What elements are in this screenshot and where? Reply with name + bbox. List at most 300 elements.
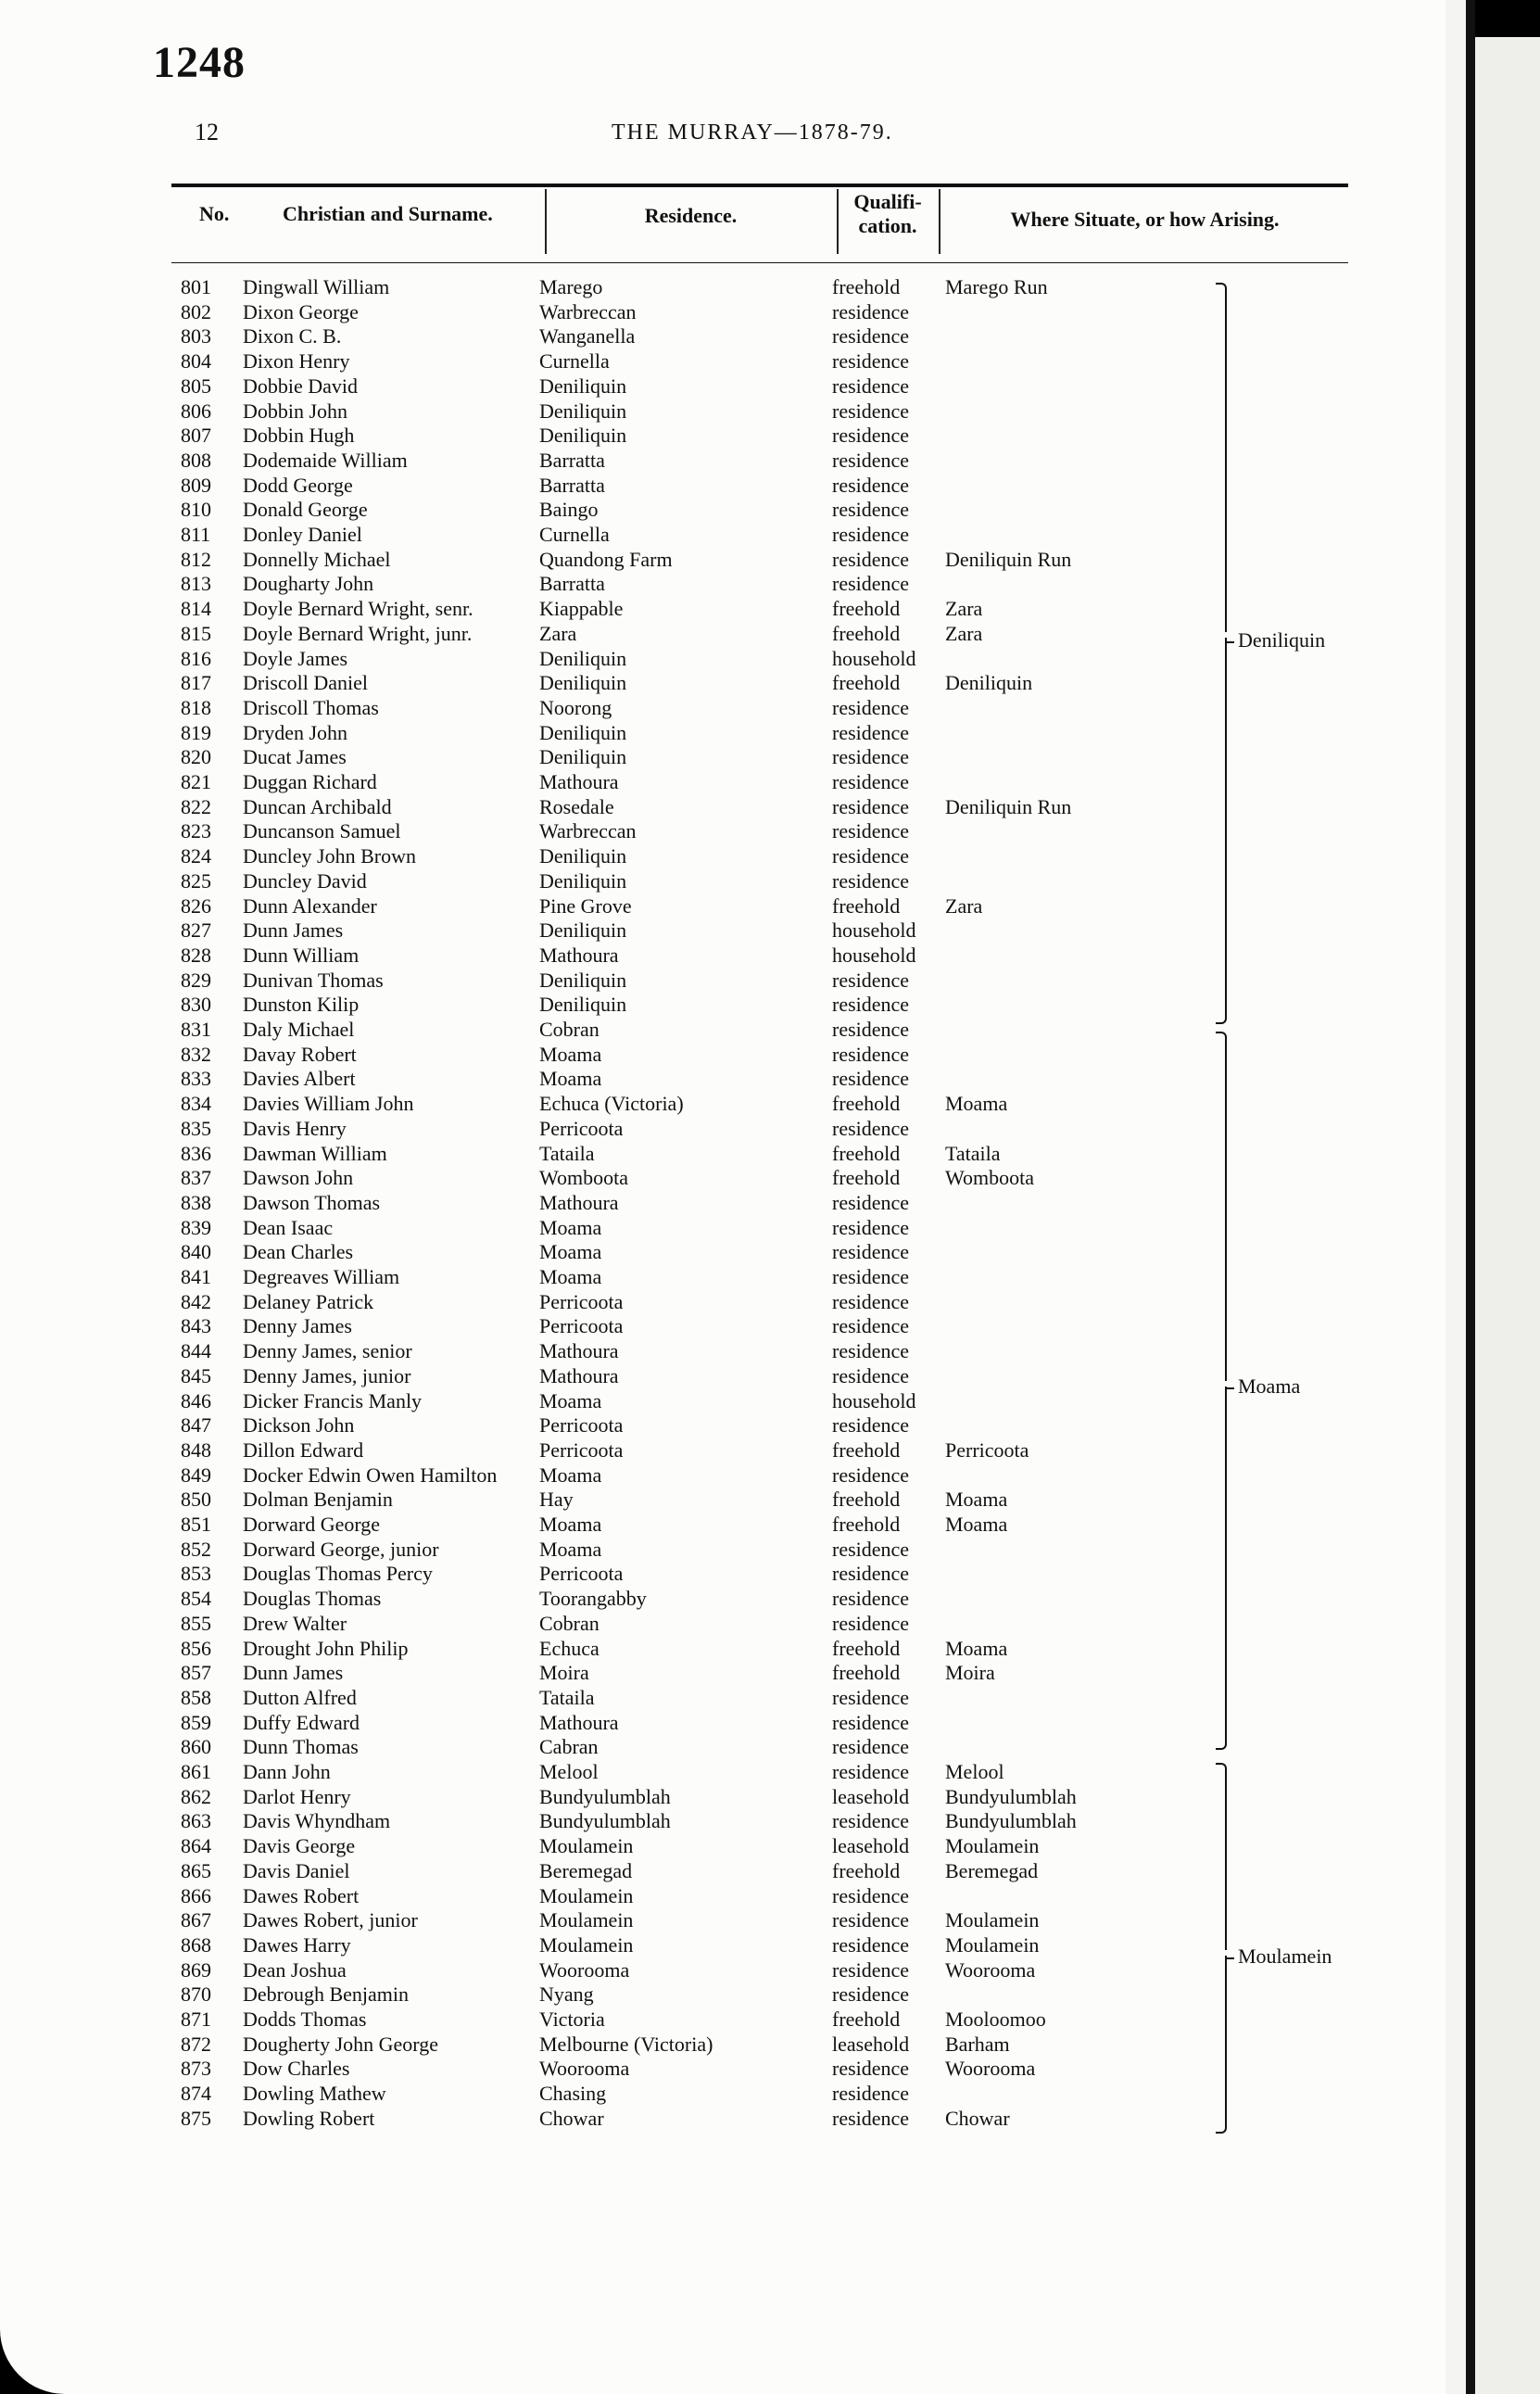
qualification: residence bbox=[832, 1018, 910, 1041]
table-row bbox=[0, 769, 1445, 794]
entry-number: 857 bbox=[181, 1661, 211, 1684]
table-row bbox=[0, 522, 1445, 547]
table-row bbox=[0, 374, 1445, 399]
elector-name: Dunn William bbox=[243, 944, 360, 967]
entry-number: 868 bbox=[181, 1933, 211, 1957]
qualification: freehold bbox=[832, 275, 901, 298]
table-row bbox=[0, 1833, 1445, 1858]
table-row bbox=[0, 1858, 1445, 1883]
residence: Moama bbox=[539, 1463, 602, 1487]
table-row bbox=[0, 1463, 1445, 1488]
entry-number: 861 bbox=[181, 1760, 211, 1783]
residence: Barratta bbox=[539, 572, 605, 595]
qualification: residence bbox=[832, 819, 910, 842]
elector-name: Dixon C. B. bbox=[243, 324, 342, 348]
qualification: residence bbox=[832, 349, 910, 373]
entry-number: 867 bbox=[181, 1908, 211, 1932]
residence: Deniliquin bbox=[539, 374, 627, 398]
entry-number: 860 bbox=[181, 1735, 211, 1758]
qualification: residence bbox=[832, 1339, 910, 1362]
residence: Mathoura bbox=[539, 1364, 619, 1387]
table-row bbox=[0, 1907, 1445, 1932]
table-row bbox=[0, 1438, 1445, 1463]
where-situate: Deniliquin bbox=[945, 671, 1033, 694]
qualification: residence bbox=[832, 844, 910, 868]
where-situate: Moama bbox=[945, 1488, 1008, 1511]
entry-number: 872 bbox=[181, 2033, 211, 2056]
elector-name: Dunn Alexander bbox=[243, 894, 377, 918]
table-row bbox=[0, 968, 1445, 993]
qualification: freehold bbox=[832, 1142, 901, 1165]
qualification: residence bbox=[832, 696, 910, 719]
qualification: residence bbox=[832, 770, 910, 793]
qualification: freehold bbox=[832, 1166, 901, 1189]
qualification: residence bbox=[832, 1686, 910, 1709]
table-row bbox=[0, 1412, 1445, 1438]
table-row bbox=[0, 1141, 1445, 1166]
entry-number: 822 bbox=[181, 795, 211, 818]
residence: Wanganella bbox=[539, 324, 636, 348]
residence: Deniliquin bbox=[539, 844, 627, 868]
elector-name: Dodemaide William bbox=[243, 449, 408, 472]
table-row bbox=[0, 1685, 1445, 1710]
residence: Woorooma bbox=[539, 1958, 630, 1982]
qualification: residence bbox=[832, 1413, 910, 1437]
table-row bbox=[0, 1215, 1445, 1240]
residence: Tataila bbox=[539, 1686, 595, 1709]
entry-number: 810 bbox=[181, 498, 211, 521]
entry-number: 873 bbox=[181, 2057, 211, 2080]
residence: Moama bbox=[539, 1513, 602, 1536]
entry-number: 862 bbox=[181, 1785, 211, 1808]
residence: Quandong Farm bbox=[539, 548, 673, 571]
elector-name: Ducat James bbox=[243, 745, 347, 768]
elector-name: Davis Daniel bbox=[243, 1859, 350, 1882]
entry-number: 847 bbox=[181, 1413, 211, 1437]
where-situate: Beremegad bbox=[945, 1859, 1039, 1882]
entry-number: 817 bbox=[181, 671, 211, 694]
elector-name: Dawes Harry bbox=[243, 1933, 351, 1957]
qualification: freehold bbox=[832, 1859, 901, 1882]
residence: Moulamein bbox=[539, 1834, 634, 1857]
entry-number: 839 bbox=[181, 1216, 211, 1239]
elector-name: Dunn James bbox=[243, 1661, 344, 1684]
table-row bbox=[0, 299, 1445, 324]
residence: Deniliquin bbox=[539, 993, 627, 1016]
table-row bbox=[0, 868, 1445, 893]
elector-name: Duffy Edward bbox=[243, 1711, 360, 1734]
entry-number: 827 bbox=[181, 918, 211, 942]
qualification: residence bbox=[832, 1290, 910, 1313]
elector-name: Dobbie David bbox=[243, 374, 359, 398]
residence: Moama bbox=[539, 1043, 602, 1066]
table-row bbox=[0, 1338, 1445, 1363]
elector-name: Davis Whyndham bbox=[243, 1809, 391, 1832]
residence: Cabran bbox=[539, 1735, 599, 1758]
where-situate: Melool bbox=[945, 1760, 1004, 1783]
next-page-edge bbox=[1475, 37, 1540, 2394]
qualification: residence bbox=[832, 721, 910, 744]
entry-number: 869 bbox=[181, 1958, 211, 1982]
elector-name: Davies William John bbox=[243, 1092, 414, 1115]
where-situate: Moulamein bbox=[945, 1834, 1040, 1857]
entry-number: 831 bbox=[181, 1018, 211, 1041]
qualification: freehold bbox=[832, 894, 901, 918]
residence: Deniliquin bbox=[539, 969, 627, 992]
residence: Warbreccan bbox=[539, 300, 637, 323]
entry-number: 807 bbox=[181, 424, 211, 447]
elector-name: Davies Albert bbox=[243, 1067, 356, 1090]
elector-name: Degreaves William bbox=[243, 1265, 400, 1288]
table-row bbox=[0, 893, 1445, 918]
entry-number: 842 bbox=[181, 1290, 211, 1313]
district-moulamein: Moulamein bbox=[1225, 1944, 1332, 1969]
table-row bbox=[0, 1091, 1445, 1116]
column-header-residence: Residence. bbox=[644, 204, 738, 227]
table-row bbox=[0, 1710, 1445, 1735]
table-row bbox=[0, 1042, 1445, 1067]
residence: Victoria bbox=[539, 2008, 605, 2031]
residence: Curnella bbox=[539, 523, 610, 546]
residence: Perricoota bbox=[539, 1117, 624, 1140]
residence: Deniliquin bbox=[539, 721, 627, 744]
qualification: residence bbox=[832, 300, 910, 323]
residence: Echuca (Victoria) bbox=[539, 1092, 684, 1115]
residence: Cobran bbox=[539, 1612, 600, 1635]
brace-moulamein-lower bbox=[1216, 1956, 1227, 2134]
table-row bbox=[0, 1660, 1445, 1685]
elector-name: Duncanson Samuel bbox=[243, 819, 401, 842]
qualification: residence bbox=[832, 1908, 910, 1932]
elector-name: Dingwall William bbox=[243, 275, 390, 298]
table-row bbox=[0, 1883, 1445, 1908]
residence: Moulamein bbox=[539, 1908, 634, 1932]
residence: Curnella bbox=[539, 349, 610, 373]
qualification: residence bbox=[832, 2107, 910, 2130]
elector-name: Dickson John bbox=[243, 1413, 355, 1437]
brace-moama-upper bbox=[1216, 1032, 1227, 1381]
residence: Cobran bbox=[539, 1018, 600, 1041]
qualification: residence bbox=[832, 1240, 910, 1263]
qualification: residence bbox=[832, 1587, 910, 1610]
elector-name: Dawes Robert bbox=[243, 1884, 360, 1907]
where-situate: Zara bbox=[945, 894, 983, 918]
residence: Perricoota bbox=[539, 1413, 624, 1437]
table-row bbox=[0, 1264, 1445, 1289]
table-row bbox=[0, 2032, 1445, 2057]
elector-name: Dixon George bbox=[243, 300, 359, 323]
qualification: residence bbox=[832, 1809, 910, 1832]
residence: Noorong bbox=[539, 696, 612, 719]
page-edge bbox=[1445, 0, 1466, 2394]
entry-number: 818 bbox=[181, 696, 211, 719]
elector-name: Drew Walter bbox=[243, 1612, 347, 1635]
elector-name: Dillon Edward bbox=[243, 1438, 364, 1462]
qualification: residence bbox=[832, 374, 910, 398]
table-row bbox=[0, 274, 1445, 299]
qualification: household bbox=[832, 944, 916, 967]
residence: Moama bbox=[539, 1067, 602, 1090]
entry-number: 824 bbox=[181, 844, 211, 868]
elector-name: Davay Robert bbox=[243, 1043, 357, 1066]
residence: Perricoota bbox=[539, 1314, 624, 1337]
elector-name: Denny James, senior bbox=[243, 1339, 412, 1362]
brace-deniliquin-upper bbox=[1216, 283, 1227, 632]
qualification: residence bbox=[832, 1538, 910, 1561]
elector-name: Dean Isaac bbox=[243, 1216, 334, 1239]
table-row bbox=[0, 1636, 1445, 1661]
qualification: leasehold bbox=[832, 1834, 910, 1857]
entry-number: 820 bbox=[181, 745, 211, 768]
residence: Tataila bbox=[539, 1142, 595, 1165]
entry-number: 814 bbox=[181, 597, 211, 620]
elector-name: Dawson John bbox=[243, 1166, 354, 1189]
qualification: residence bbox=[832, 1735, 910, 1758]
entry-number: 846 bbox=[181, 1389, 211, 1412]
qualification: freehold bbox=[832, 2008, 901, 2031]
elector-name: Duncley John Brown bbox=[243, 844, 416, 868]
column-header-qualification: Qualifi- cation. bbox=[853, 190, 922, 237]
elector-name: Dougherty John George bbox=[243, 2033, 438, 2056]
table-row bbox=[0, 423, 1445, 448]
qualification: freehold bbox=[832, 597, 901, 620]
qualification: residence bbox=[832, 1884, 910, 1907]
qualification: residence bbox=[832, 1314, 910, 1337]
elector-name: Duncan Archibald bbox=[243, 795, 392, 818]
table-row bbox=[0, 1561, 1445, 1586]
qualification: residence bbox=[832, 1958, 910, 1982]
table-row bbox=[0, 670, 1445, 695]
qualification: residence bbox=[832, 1067, 910, 1090]
where-situate: Bundyulumblah bbox=[945, 1785, 1077, 1808]
elector-name: Dean Joshua bbox=[243, 1958, 347, 1982]
entry-number: 844 bbox=[181, 1339, 211, 1362]
qualification: residence bbox=[832, 1562, 910, 1585]
residence: Deniliquin bbox=[539, 424, 627, 447]
residence: Moama bbox=[539, 1389, 602, 1412]
where-situate: Moira bbox=[945, 1661, 995, 1684]
entry-number: 858 bbox=[181, 1686, 211, 1709]
entry-number: 859 bbox=[181, 1711, 211, 1734]
entry-number: 848 bbox=[181, 1438, 211, 1462]
table-row bbox=[0, 2056, 1445, 2081]
elector-name: Dolman Benjamin bbox=[243, 1488, 393, 1511]
table-row bbox=[0, 1586, 1445, 1611]
entry-number: 829 bbox=[181, 969, 211, 992]
table-row bbox=[0, 695, 1445, 720]
elector-name: Donald George bbox=[243, 498, 368, 521]
entry-number: 811 bbox=[181, 523, 211, 546]
entry-number: 856 bbox=[181, 1637, 211, 1660]
qualification: residence bbox=[832, 1043, 910, 1066]
entry-number: 836 bbox=[181, 1142, 211, 1165]
entry-number: 832 bbox=[181, 1043, 211, 1066]
qualification: residence bbox=[832, 1711, 910, 1734]
residence: Deniliquin bbox=[539, 869, 627, 893]
elector-name: Dodds Thomas bbox=[243, 2008, 367, 2031]
residence: Moama bbox=[539, 1265, 602, 1288]
entry-number: 825 bbox=[181, 869, 211, 893]
residence: Deniliquin bbox=[539, 671, 627, 694]
elector-name: Dorward George bbox=[243, 1513, 381, 1536]
table-row bbox=[0, 843, 1445, 868]
entry-number: 854 bbox=[181, 1587, 211, 1610]
elector-name: Dowling Robert bbox=[243, 2107, 375, 2130]
elector-name: Dunn Thomas bbox=[243, 1735, 359, 1758]
residence: Deniliquin bbox=[539, 647, 627, 670]
qualification: freehold bbox=[832, 1637, 901, 1660]
table-row bbox=[0, 596, 1445, 621]
elector-name: Duggan Richard bbox=[243, 770, 377, 793]
district-moama: Moama bbox=[1225, 1374, 1300, 1399]
brace-moama-lower bbox=[1216, 1387, 1227, 1750]
entry-number: 816 bbox=[181, 647, 211, 670]
table-row bbox=[0, 918, 1445, 943]
elector-name: Dryden John bbox=[243, 721, 348, 744]
entry-number: 821 bbox=[181, 770, 211, 793]
qualification: leasehold bbox=[832, 2033, 910, 2056]
entry-number: 834 bbox=[181, 1092, 211, 1115]
where-situate: Woorooma bbox=[945, 1958, 1036, 1982]
qualification: residence bbox=[832, 474, 910, 497]
table-row bbox=[0, 943, 1445, 968]
qualification: freehold bbox=[832, 1092, 901, 1115]
brace-moulamein-upper bbox=[1216, 1763, 1227, 1950]
qualification: residence bbox=[832, 1463, 910, 1487]
entry-number: 855 bbox=[181, 1612, 211, 1635]
folio-number: 1248 bbox=[153, 38, 246, 87]
residence: Chowar bbox=[539, 2107, 604, 2130]
table-row bbox=[0, 1784, 1445, 1809]
elector-name: Davis George bbox=[243, 1834, 356, 1857]
qualification: household bbox=[832, 647, 916, 670]
qualification: residence bbox=[832, 424, 910, 447]
where-situate: Deniliquin Run bbox=[945, 795, 1072, 818]
entry-number: 813 bbox=[181, 572, 211, 595]
table-row bbox=[0, 744, 1445, 769]
where-situate: Zara bbox=[945, 622, 983, 645]
district-deniliquin: Deniliquin bbox=[1225, 628, 1325, 652]
entry-number: 871 bbox=[181, 2008, 211, 2031]
entry-number: 865 bbox=[181, 1859, 211, 1882]
entry-number: 805 bbox=[181, 374, 211, 398]
elector-name: Dann John bbox=[243, 1760, 331, 1783]
qualification: leasehold bbox=[832, 1785, 910, 1808]
entry-number: 853 bbox=[181, 1562, 211, 1585]
qualification: residence bbox=[832, 572, 910, 595]
residence: Kiappable bbox=[539, 597, 624, 620]
elector-name: Denny James, junior bbox=[243, 1364, 411, 1387]
entry-number: 826 bbox=[181, 894, 211, 918]
elector-name: Dawes Robert, junior bbox=[243, 1908, 418, 1932]
header-bottom-rule bbox=[171, 262, 1348, 263]
residence: Barratta bbox=[539, 449, 605, 472]
table-row bbox=[0, 1017, 1445, 1042]
residence: Perricoota bbox=[539, 1438, 624, 1462]
where-situate: Moama bbox=[945, 1637, 1008, 1660]
qualification: residence bbox=[832, 523, 910, 546]
elector-name: Doyle James bbox=[243, 647, 348, 670]
table-row bbox=[0, 1116, 1445, 1141]
brace-deniliquin-lower bbox=[1216, 638, 1227, 1024]
elector-name: Donnelly Michael bbox=[243, 548, 391, 571]
table-row bbox=[0, 1759, 1445, 1784]
table-row bbox=[0, 497, 1445, 522]
where-situate: Chowar bbox=[945, 2107, 1010, 2130]
table-row bbox=[0, 992, 1445, 1017]
entry-number: 812 bbox=[181, 548, 211, 571]
table-row bbox=[0, 547, 1445, 572]
elector-name: Dodd George bbox=[243, 474, 353, 497]
table-row bbox=[0, 1537, 1445, 1562]
table-row bbox=[0, 1808, 1445, 1833]
elector-name: Denny James bbox=[243, 1314, 352, 1337]
residence: Moama bbox=[539, 1240, 602, 1263]
table-row bbox=[0, 1611, 1445, 1636]
qualification: residence bbox=[832, 2082, 910, 2105]
where-situate: Moulamein bbox=[945, 1908, 1040, 1932]
residence: Moulamein bbox=[539, 1884, 634, 1907]
where-situate: Woorooma bbox=[945, 2057, 1036, 2080]
table-row bbox=[0, 1734, 1445, 1759]
elector-name: Debrough Benjamin bbox=[243, 1982, 410, 2006]
residence: Warbreccan bbox=[539, 819, 637, 842]
where-situate: Womboota bbox=[945, 1166, 1034, 1189]
residence: Nyang bbox=[539, 1982, 594, 2006]
qualification: freehold bbox=[832, 1438, 901, 1462]
entry-number: 866 bbox=[181, 1884, 211, 1907]
qualification: residence bbox=[832, 969, 910, 992]
table-row bbox=[0, 818, 1445, 843]
elector-name: Dutton Alfred bbox=[243, 1686, 357, 1709]
entry-number: 838 bbox=[181, 1191, 211, 1214]
table-row bbox=[0, 1165, 1445, 1190]
entry-number: 809 bbox=[181, 474, 211, 497]
entry-number: 851 bbox=[181, 1513, 211, 1536]
residence: Mathoura bbox=[539, 1711, 619, 1734]
elector-name: Dean Charles bbox=[243, 1240, 354, 1263]
residence: Moulamein bbox=[539, 1933, 634, 1957]
entry-number: 830 bbox=[181, 993, 211, 1016]
qualification: freehold bbox=[832, 622, 901, 645]
residence: Moira bbox=[539, 1661, 589, 1684]
residence: Mathoura bbox=[539, 1339, 619, 1362]
entry-number: 828 bbox=[181, 944, 211, 967]
table-row bbox=[0, 1289, 1445, 1314]
qualification: household bbox=[832, 918, 916, 942]
elector-name: Donley Daniel bbox=[243, 523, 362, 546]
table-row bbox=[0, 348, 1445, 374]
where-situate: Moama bbox=[945, 1092, 1008, 1115]
residence: Hay bbox=[539, 1488, 574, 1511]
residence: Bundyulumblah bbox=[539, 1809, 671, 1832]
table-row bbox=[0, 794, 1445, 819]
table-row bbox=[0, 1313, 1445, 1338]
table-row bbox=[0, 323, 1445, 348]
entry-number: 840 bbox=[181, 1240, 211, 1263]
table-row bbox=[0, 1190, 1445, 1215]
residence: Barratta bbox=[539, 474, 605, 497]
residence: Chasing bbox=[539, 2082, 607, 2105]
entry-number: 875 bbox=[181, 2107, 211, 2130]
entry-number: 819 bbox=[181, 721, 211, 744]
table-row bbox=[0, 720, 1445, 745]
qualification: residence bbox=[832, 993, 910, 1016]
elector-name: Dougharty John bbox=[243, 572, 374, 595]
residence: Pine Grove bbox=[539, 894, 632, 918]
entry-number: 852 bbox=[181, 1538, 211, 1561]
page-number: 12 bbox=[195, 119, 219, 146]
